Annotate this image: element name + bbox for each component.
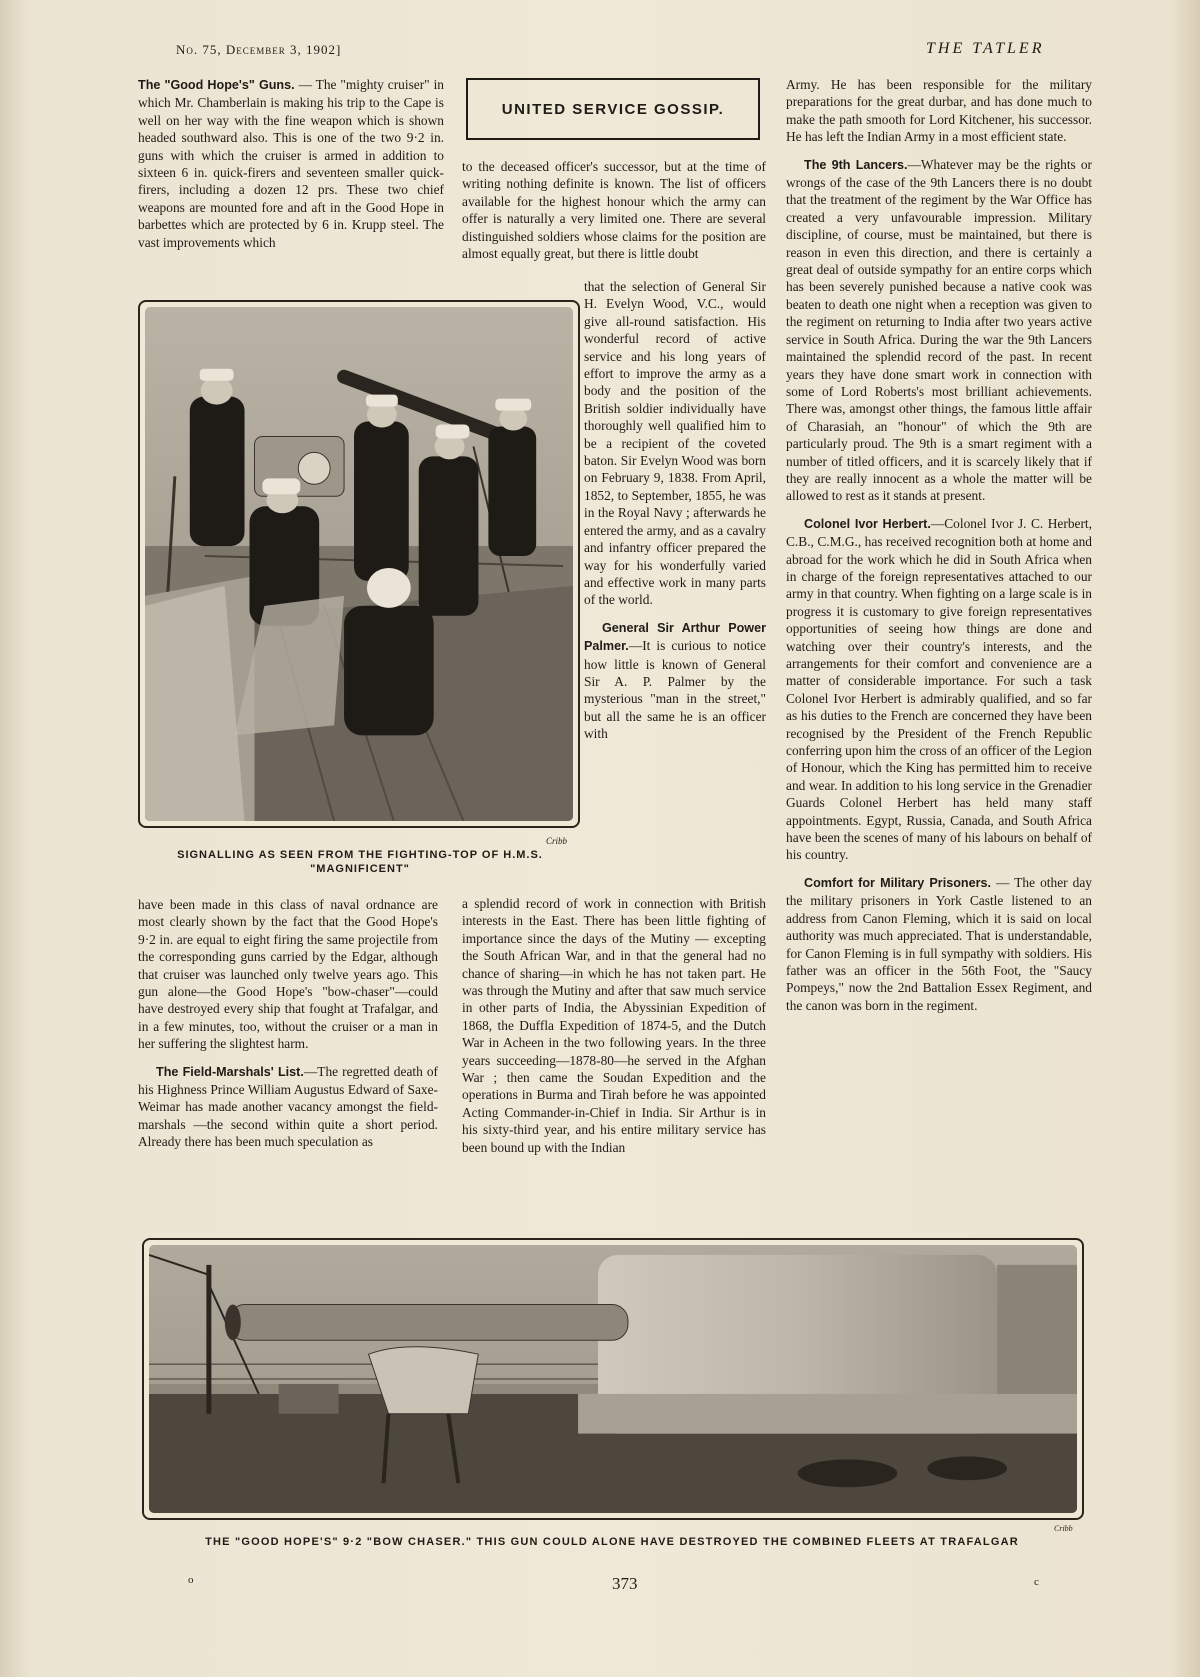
photo-credit: Cribb (546, 836, 568, 846)
photo-sailors-signalling (145, 307, 573, 821)
article-body: to the deceased officer's successor, but at the time of writing nothing definite is known. The list of officers available for the highest honour which the army can offer is naturally a very limited one. There are several distinguished soldiers whose claims for the position are almost equally great, but there is little doubt (462, 159, 766, 262)
section-title: UNITED SERVICE GOSSIP. (501, 100, 725, 118)
article-heading: General Sir Arthur Power Palmer. (584, 620, 766, 654)
column-1-top (138, 76, 444, 261)
magazine-title-header: THE TATLER (926, 40, 1045, 57)
article-body: Army. He has been responsible for the military preparations for the great durbar, and has done much to make the path smooth for Lord Kitchener, his successor. He has left the Indian Army in a most efficient state. (786, 77, 1092, 145)
article-body: — The "mighty cruiser" in which Mr. Chamberlain is making his trip to the Cape is well on her way with the fine weapon which is shown headed southward also. This is one of the two 9·2 in. guns with which the cruiser is armed in addition to sixteen 6 in. quick-firers and seventeen smaller quick-firers, including a dozen 12 prs. These two chief weapons are mounted fore and aft in the Good Hope in barbettes which are protected by 6 in. Krupp steel. The vast improvements which (138, 77, 444, 250)
article-body: — The other day the military prisoners in York Castle listened to an address from Canon Fleming, which it is said on local authority was much appreciated. That is understandable, for Canon Fleming is in full sympathy with soldiers. His father was an officer in the 56th Foot, the "Saucy Pompeys," now the 2nd Battalion Essex Regiment, and the canon was born in the regiment. (786, 874, 1092, 1013)
page-number: 373 (612, 1574, 638, 1593)
article-body: that the selection of General Sir H. Evelyn Wood, V.C., would give all-round satisfaction. His wonderful record of active service and his long years of effort to improve the army as a body and the position of the British soldier individually have thoroughly well qualified him to be a recipient of the coveted baton. Sir Evelyn Wood was born on February 9, 1838. From April, 1852, to September, 1855, he was in the Royal Navy ; afterwards he entered the army, and as a cavalry and infantry officer prepared the way for his wonderfully varied and effective work in many parts of the world. (584, 279, 766, 608)
photo-signalling (138, 300, 580, 828)
column-2-top (462, 158, 766, 272)
article-body: —It is curious to notice how little is known of General Sir A. P. Palmer by the mysterious "man in the street," but all the same he is an officer with (584, 638, 766, 742)
column-2-bottom (462, 895, 766, 1166)
article-good-hope-guns (138, 76, 444, 251)
article-colonel-herbert (786, 515, 1092, 864)
article-body: a splendid record of work in connection with British interests in the East. There has been little fighting of importance since the days of the Mutiny — excepting the South African War, and in that the general had no chance of sharing—in which he has not taken part. He was through the Mutiny and after that saw much service in other parts of India, the Abyssinian Expedition of 1868, the Duffla Expedition of 1874-5, and the Dutch War in Acheen in the two following years. In the three years succeeding—1878-80—he served in the Afghan War ; then came the Soudan Expedition and the operations in Burma and Tirah before he was appointed Acting Commander-in-Chief in India. Sir Arthur is in his sixty-third year, and his entire military service has been bound up with the Indian (462, 896, 766, 1155)
article-body: have been made in this class of naval ordnance are most clearly shown by the fact that the Good Hope's 9·2 in. are equal to eight firing the same projectile from the corresponding guns carried by the Edgar, although that cruiser was launched only twelve years ago. This gun alone—the Good Hope's "bow-chaser"—could have destroyed every ship that fought at Trafalgar, and in a few minutes, too, without the cruiser or a man in her suffering the slightest harm. (138, 897, 438, 1052)
article-body: —The regretted death of his Highness Prince William Augustus Edward of Saxe-Weimar has made another vacancy amongst the field-marshals —the second within quite a short period. Already there has been much speculation as (138, 1063, 439, 1150)
photo-credit: Cribb (1054, 1524, 1073, 1533)
article-body: —Whatever may be the rights or wrongs of the case of the 9th Lancers there is no doubt that the treatment of the regiment by the War Office has created a very unfavourable impression. Military discipline, of course, must be maintained, but there is reason in even this direction, and there is certainly a great deal of outside sympathy for an entire corps which has been severely punished because a native cook was beaten to death one night when a reception was given to the regiment on returning to India after two years active service in South Africa. During the war the 9th Lancers maintained the splendid record of the past. In recent years they have done smart work in connection with some of Lord Roberts's most brilliant achievements. There was, amongst other things, the famous little affair of Charasiah, an "honour" of which the 9th are particularly proud. The 9th is a smart regiment with a number of titled officers, and it is scarcely likely that if they are really innocent as a whole the matter will be allowed to rest as it stands at present. (786, 156, 1092, 504)
article-general-palmer (584, 619, 766, 743)
article-9th-lancers (786, 156, 1092, 505)
photo-bow-chaser (142, 1238, 1084, 1520)
article-heading: The 9th Lancers. (804, 157, 908, 172)
article-heading: The Field-Marshals' List. (156, 1064, 304, 1079)
column-3 (786, 76, 1092, 1024)
margin-mark: o (188, 1574, 194, 1586)
photo-caption: THE "GOOD HOPE'S" 9·2 "BOW CHASER." THIS GUN COULD ALONE HAVE DESTROYED THE COMBINED FLEETS AT TRAFALGAR (205, 1536, 1019, 1548)
article-heading: The "Good Hope's" Guns. (138, 78, 295, 92)
article-heading: Colonel Ivor Herbert. (804, 516, 931, 531)
article-military-prisoners (786, 874, 1092, 1014)
column-2-narrow (584, 278, 766, 753)
photo-caption: SIGNALLING AS SEEN FROM THE FIGHTING-TOP OF H.M.S. "MAGNIFICENT" (177, 849, 543, 875)
column-1-bottom (138, 896, 438, 1161)
margin-mark: c (1034, 1576, 1039, 1588)
article-heading: Comfort for Military Prisoners. (804, 875, 992, 890)
issue-date-header: No. 75, December 3, 1902] (176, 42, 342, 57)
article-field-marshals (138, 1063, 438, 1151)
photo-deck-gun (149, 1245, 1077, 1513)
article-body: —Colonel Ivor J. C. Herbert, C.B., C.M.G., has received recognition both at home and abroad for the work which he did in South Africa when in charge of the foreign representatives attached to our army in that country. When fighting on a large scale is in progress it is customary to give foreign representatives opportunities of seeing how things are done and watching over their country's interests, and the arrangements for their comfort and convenience are a matter of considerable importance. For such a task Colonel Ivor Herbert is admirably qualified, and so far as his duties to the French are concerned they have been recognised by the President of the French Republic conferring upon him the cross of an officer of the Legion of Honour, which the King has permitted him to receive and wear. In addition to his long service in the Grenadier Guards Colonel Herbert has held many staff appointments. Egypt, Russia, Canada, and South Africa have been the scenes of many of his labours on behalf of his country. (786, 515, 1093, 863)
section-title-box (466, 78, 760, 140)
